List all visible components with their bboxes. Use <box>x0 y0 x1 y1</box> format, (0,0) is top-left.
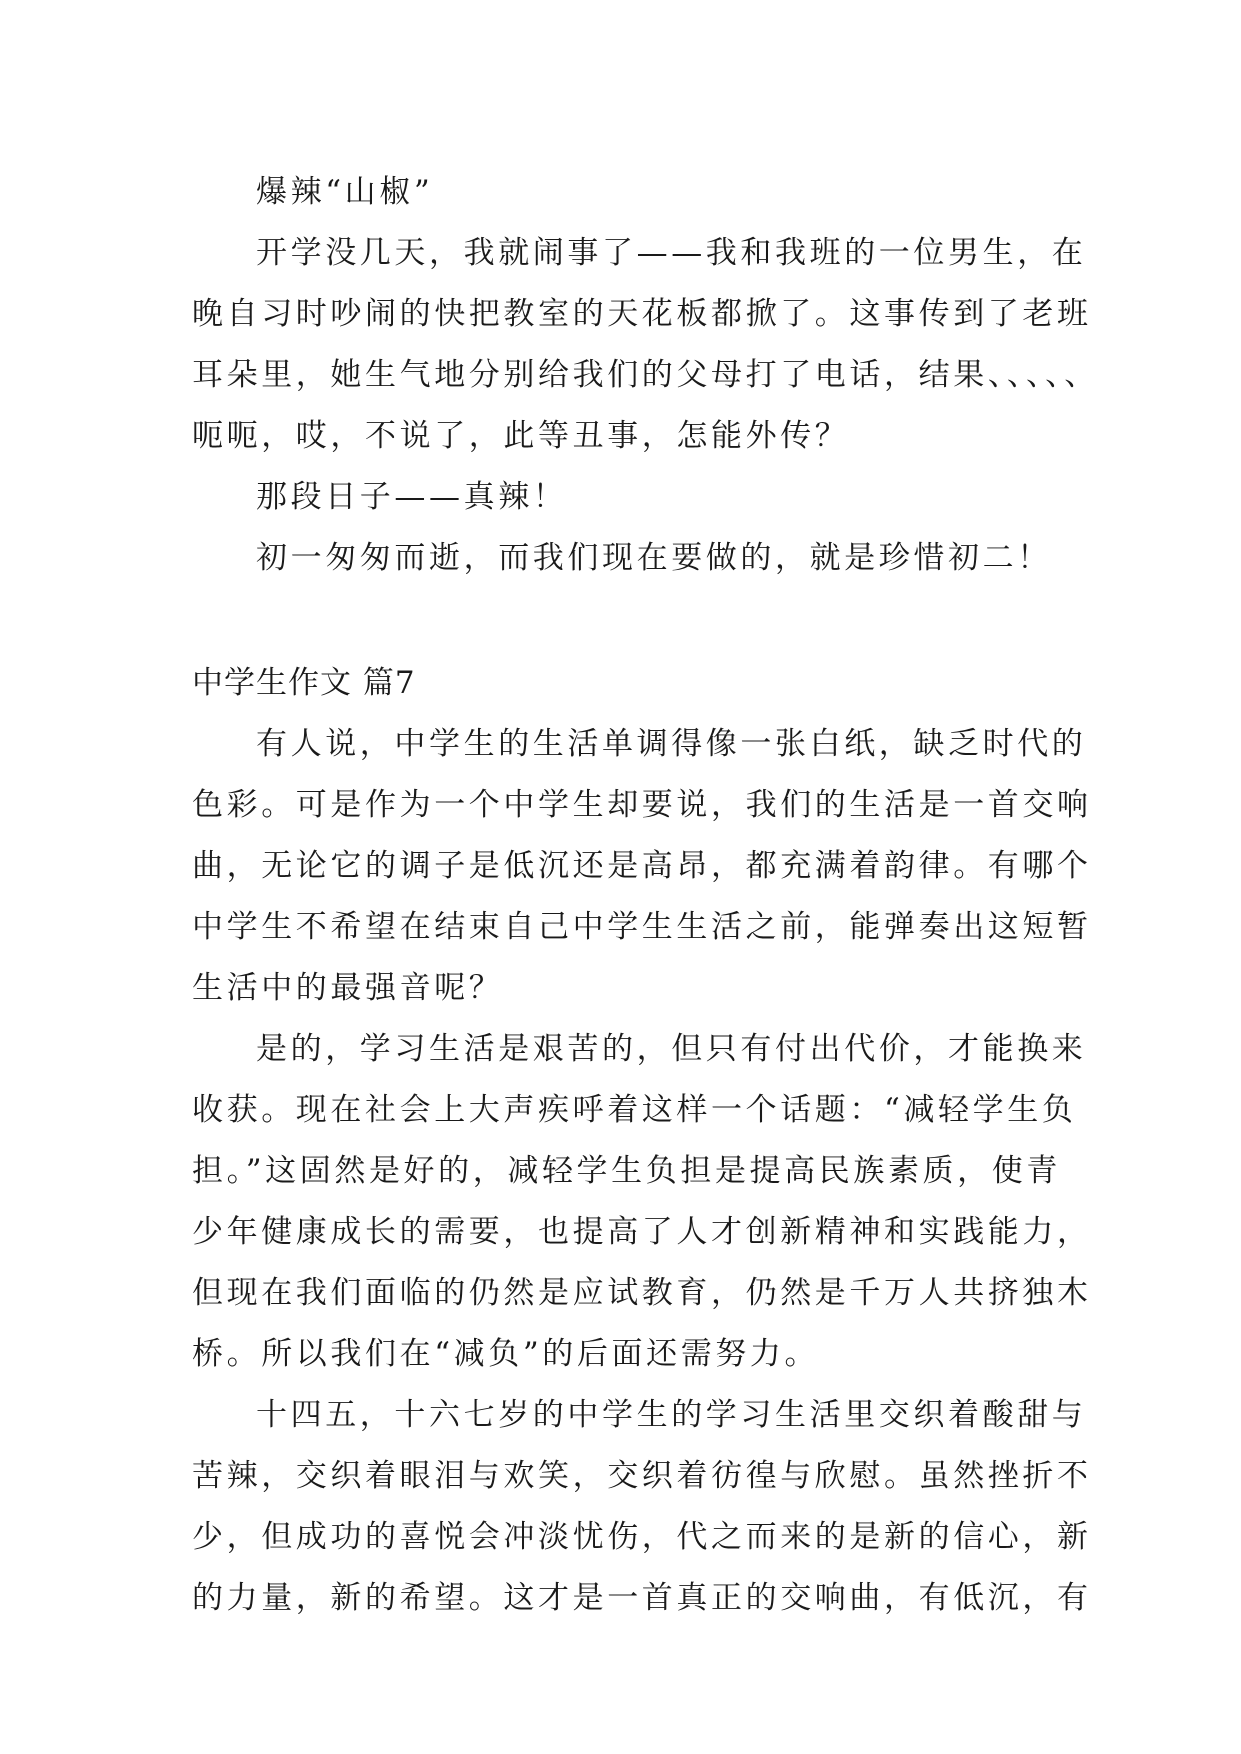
paragraph-line: 担。”这固然是好的，减轻学生负担是提高民族素质，使青 <box>192 1153 1061 1189</box>
paragraph-line: 少，但成功的喜悦会冲淡忧伤，代之而来的是新的信心，新 <box>192 1519 1092 1555</box>
section-gap <box>192 589 1054 653</box>
paragraph-line: 曲，无论它的调子是低沉还是高昂，都充满着韵律。有哪个 <box>192 848 1092 884</box>
paragraph-line: 的力量，新的希望。这才是一首真正的交响曲，有低沉，有 <box>192 1580 1092 1616</box>
section-title: 中学生作文 篇7 <box>192 665 416 701</box>
paragraph-line: 收获。现在社会上大声疾呼着这样一个话题：“减轻学生负 <box>192 1092 1077 1128</box>
paragraph-line: 中学生不希望在结束自己中学生生活之前，能弹奏出这短暂 <box>192 909 1092 945</box>
paragraph-line: 生活中的最强音呢？ <box>192 970 504 1006</box>
paragraph-line: 那段日子——真辣！ <box>256 479 568 515</box>
paragraph-line: 桥。所以我们在“减负”的后面还需努力。 <box>192 1336 820 1372</box>
paragraph-line: 晚自习时吵闹的快把教室的天花板都掀了。这事传到了老班 <box>192 296 1092 332</box>
paragraph-line: 苦辣，交织着眼泪与欢笑，交织着彷徨与欣慰。虽然挫折不 <box>192 1458 1092 1494</box>
paragraph-line: 有人说，中学生的生活单调得像一张白纸，缺乏时代的 <box>256 726 1087 762</box>
subheading-line: 爆辣“山椒” <box>256 174 434 210</box>
paragraph-line: 耳朵里，她生气地分别给我们的父母打了电话，结果、、、、、 <box>192 357 1099 393</box>
paragraph-line: 是的，学习生活是艰苦的，但只有付出代价，才能换来 <box>256 1031 1087 1067</box>
paragraph-line: 色彩。可是作为一个中学生却要说，我们的生活是一首交响 <box>192 787 1092 823</box>
paragraph-line: 少年健康成长的需要，也提高了人才创新精神和实践能力， <box>192 1214 1092 1250</box>
paragraph-line: 十四五，十六七岁的中学生的学习生活里交织着酸甜与 <box>256 1397 1087 1433</box>
paragraph-line: 呃呃，哎，不说了，此等丑事，怎能外传？ <box>192 418 850 454</box>
paragraph-line: 初一匆匆而逝，而我们现在要做的，就是珍惜初二！ <box>256 540 1052 576</box>
paragraph-line: 但现在我们面临的仍然是应试教育，仍然是千万人共挤独木 <box>192 1275 1092 1311</box>
document-body <box>192 162 1099 1629</box>
paragraph-line: 开学没几天，我就闹事了——我和我班的一位男生，在 <box>256 235 1087 271</box>
